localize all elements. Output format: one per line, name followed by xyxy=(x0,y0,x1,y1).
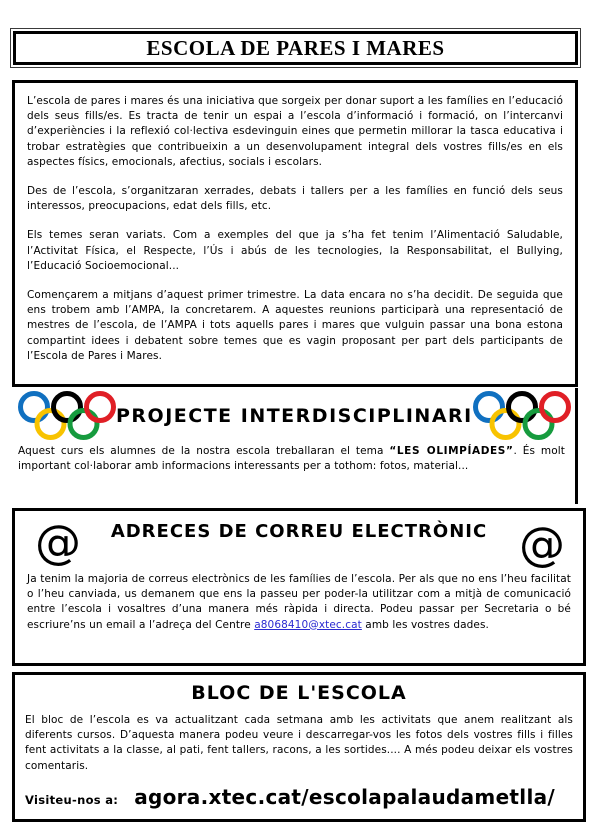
projecte-paragraph xyxy=(18,444,565,474)
adreces-box xyxy=(12,508,586,666)
visit-row xyxy=(25,785,573,809)
intro-paragraph: Des de l’escola, s’organitzaran xerrades, debats i tallers per a les famílies en funció dels seus interessos, preocupacions, edat dels fills, etc. xyxy=(27,185,563,213)
intro-paragraph: L’escola de pares i mares és una iniciativa que sorgeix per donar suport a les famílies en l’educació dels seus fills/es. Es tracta de tenir un espai a l’escola d’informació i formació, on l’intercanvi d’experiències i la reflexió col·lectiva esdevinguin eines que permetin millorar la tasca educativa i trobar estratègies que contribueixin a un desenvolupament integral dels vostres fills/es en els aspectes físics, emocionals, afectius, socials i escolars. xyxy=(27,95,563,168)
adreces-title: ADRECES DE CORREU ELECTRÒNIC xyxy=(110,521,488,542)
projecte-section xyxy=(12,388,578,504)
bloc-box xyxy=(12,672,586,822)
at-sign-icon: @ xyxy=(35,515,81,569)
email-link[interactable]: a8068410@xtec.cat xyxy=(254,618,362,631)
projecte-header-row xyxy=(18,389,565,442)
adreces-text-after: amb les vostres dades. xyxy=(361,618,489,631)
projecte-title: PROJECTE INTERDISCIPLINARI xyxy=(116,404,473,427)
intro-paragraph: Els temes seran variats. Com a exemples del que ja s’ha fet tenim l’Alimentació Saludable, l’Activitat Física, el Respecte, l’Ús i abús de les tecnologies, la Responsabilitat, el Bullying, l’Educació Socioemocional... xyxy=(27,229,563,272)
projecte-text-before: Aquest curs els alumnes de la nostra escola treballaran el tema xyxy=(18,445,390,457)
olympic-rings-icon xyxy=(473,390,571,442)
page-header-box xyxy=(10,28,581,68)
page-title: ESCOLA DE PARES I MARES xyxy=(146,35,445,60)
intro-paragraph: Començarem a mitjans d’aquest primer trimestre. La data encara no s’ha decidit. De seguida que ens trobem amb l’AMPA, la concretarem. A aquestes reunions participarà una representació de mestres de l’escola, de l’AMPA i tots aquells pares i mares que vulguin passar una bona estona compartint idees i debatent sobre temes que es vagin proposant per part dels participants de l’Escola de Pares i Mares. xyxy=(27,289,563,362)
projecte-text-after: . És molt important col·laborar amb informacions interessants per a tothom: fotos, material... xyxy=(18,445,565,473)
bloc-title: BLOC DE L'ESCOLA xyxy=(191,682,407,704)
at-sign-icon: @ xyxy=(519,517,565,571)
projecte-theme-highlight: “LES OLIMPÍADES” xyxy=(389,445,514,457)
school-blog-url: agora.xtec.cat/escolapalaudametlla/ xyxy=(134,784,555,809)
olympic-rings-icon xyxy=(18,390,116,442)
adreces-paragraph xyxy=(27,572,571,633)
bloc-paragraph: El bloc de l’escola es va actualitzant cada setmana amb les activitats que anem realitzant als diferents cursos. D’aquesta manera podeu veure i descarregar-vos les fotos dels vostres fills i filles fent activitats a la classe, al pati, fent tallers, racons, a les sortides.... A més podeu deixar els vostres comentaris. xyxy=(25,714,573,772)
page-header-inner-border xyxy=(13,31,578,65)
adreces-text-before: Ja tenim la majoria de correus electrònics de les famílies de l’escola. Per als que no ens l’heu facilitat o l’heu canviada, us demanem que ens la passeu per poder-la utilitzar com a mitjà de comunicació entre l’escola i vosaltres d’una manera més ràpida i directa. Podeu passar per Secretaria o bé escriure’ns un email a l’adreça del Centre xyxy=(27,573,571,631)
intro-text-box xyxy=(12,80,578,387)
visit-label: Visiteu-nos a: xyxy=(25,792,119,807)
